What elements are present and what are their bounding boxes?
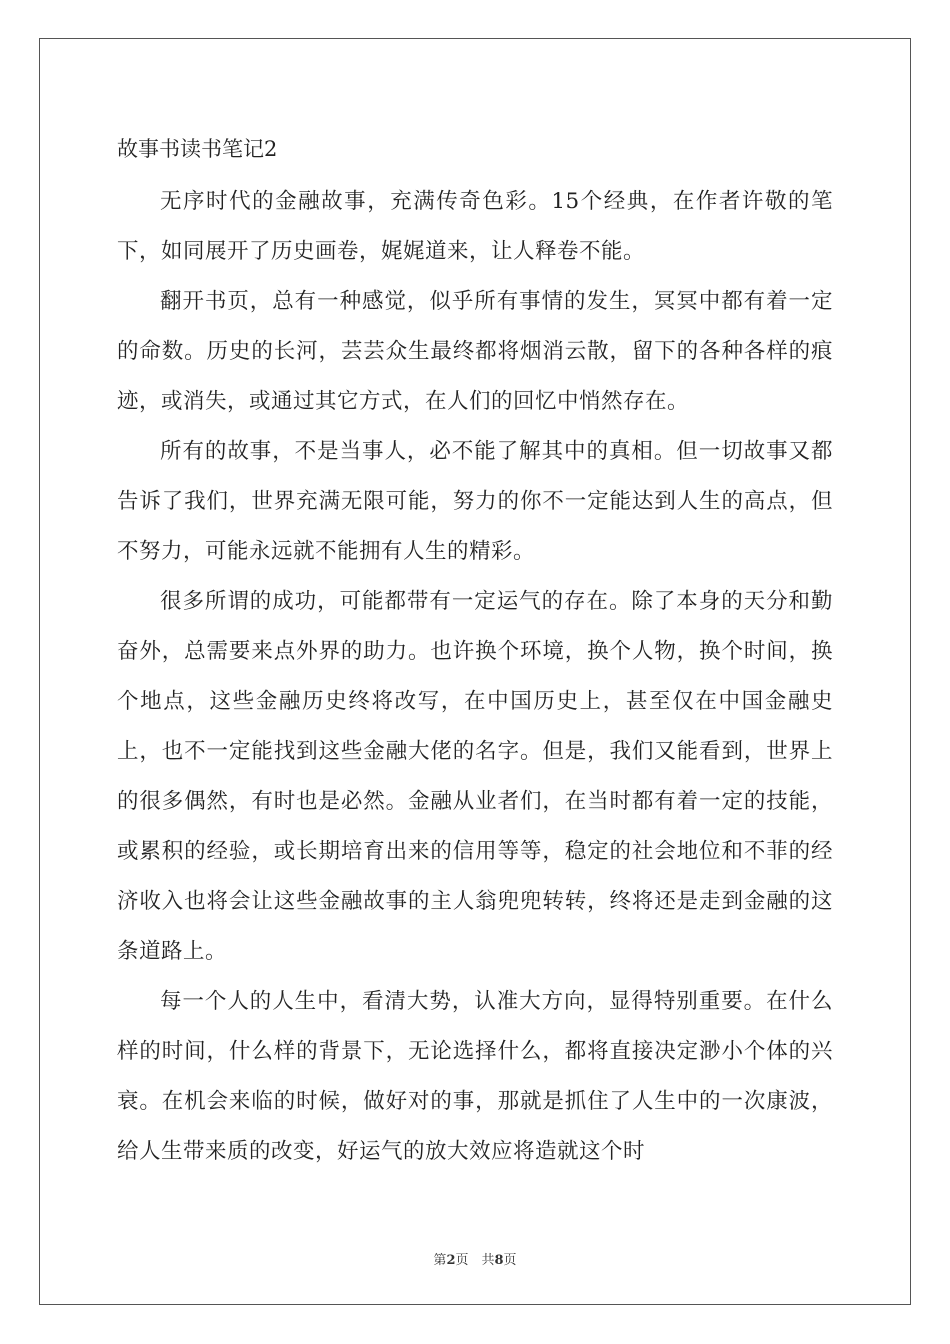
page-prefix: 第 bbox=[433, 1253, 447, 1268]
document-body bbox=[117, 127, 833, 1177]
page-total: 8 bbox=[494, 1253, 504, 1268]
page-suffix: 页 bbox=[503, 1253, 517, 1268]
page-footer bbox=[0, 1249, 950, 1268]
paragraph-4: 很多所谓的成功，可能都带有一定运气的存在。除了本身的天分和勤奋外，总需要来点外界的助力。也许换个环境，换个人物，换个时间，换个地点，这些金融历史终将改写，在中国历史上，甚至仅在中国金融史上，也不一定能找到这些金融大佬的名字。但是，我们又能看到，世界上的很多偶然，有时也是必然。金融从业者们，在当时都有着一定的技能，或累积的经验，或长期培育出来的信用等等，稳定的社会地位和不菲的经济收入也将会让这些金融故事的主人翁兜兜转转，终将还是走到金融的这条道路上。 bbox=[117, 589, 833, 964]
paragraph-5: 每一个人的人生中，看清大势，认准大方向，显得特别重要。在什么样的时间，什么样的背景下，无论选择什么，都将直接决定渺小个体的兴衰。在机会来临的时候，做好对的事，那就是抓住了人生中的一次康波，给人生带来质的改变，好运气的放大效应将造就这个时 bbox=[117, 989, 833, 1164]
page-mid: 页 共 bbox=[455, 1253, 495, 1268]
paragraph-3: 所有的故事，不是当事人，必不能了解其中的真相。但一切故事又都告诉了我们，世界充满无限可能，努力的你不一定能达到人生的高点，但不努力，可能永远就不能拥有人生的精彩。 bbox=[117, 439, 833, 564]
paragraph-2: 翻开书页，总有一种感觉，似乎所有事情的发生，冥冥中都有着一定的命数。历史的长河，芸芸众生最终都将烟消云散，留下的各种各样的痕迹，或消失，或通过其它方式，在人们的回忆中悄然存在。 bbox=[117, 289, 833, 414]
paragraph-1: 无序时代的金融故事，充满传奇色彩。15个经典，在作者许敬的笔下，如同展开了历史画卷，娓娓道来，让人释卷不能。 bbox=[117, 189, 833, 264]
document-title: 故事书读书笔记2 bbox=[117, 137, 278, 161]
page-current: 2 bbox=[446, 1253, 456, 1268]
